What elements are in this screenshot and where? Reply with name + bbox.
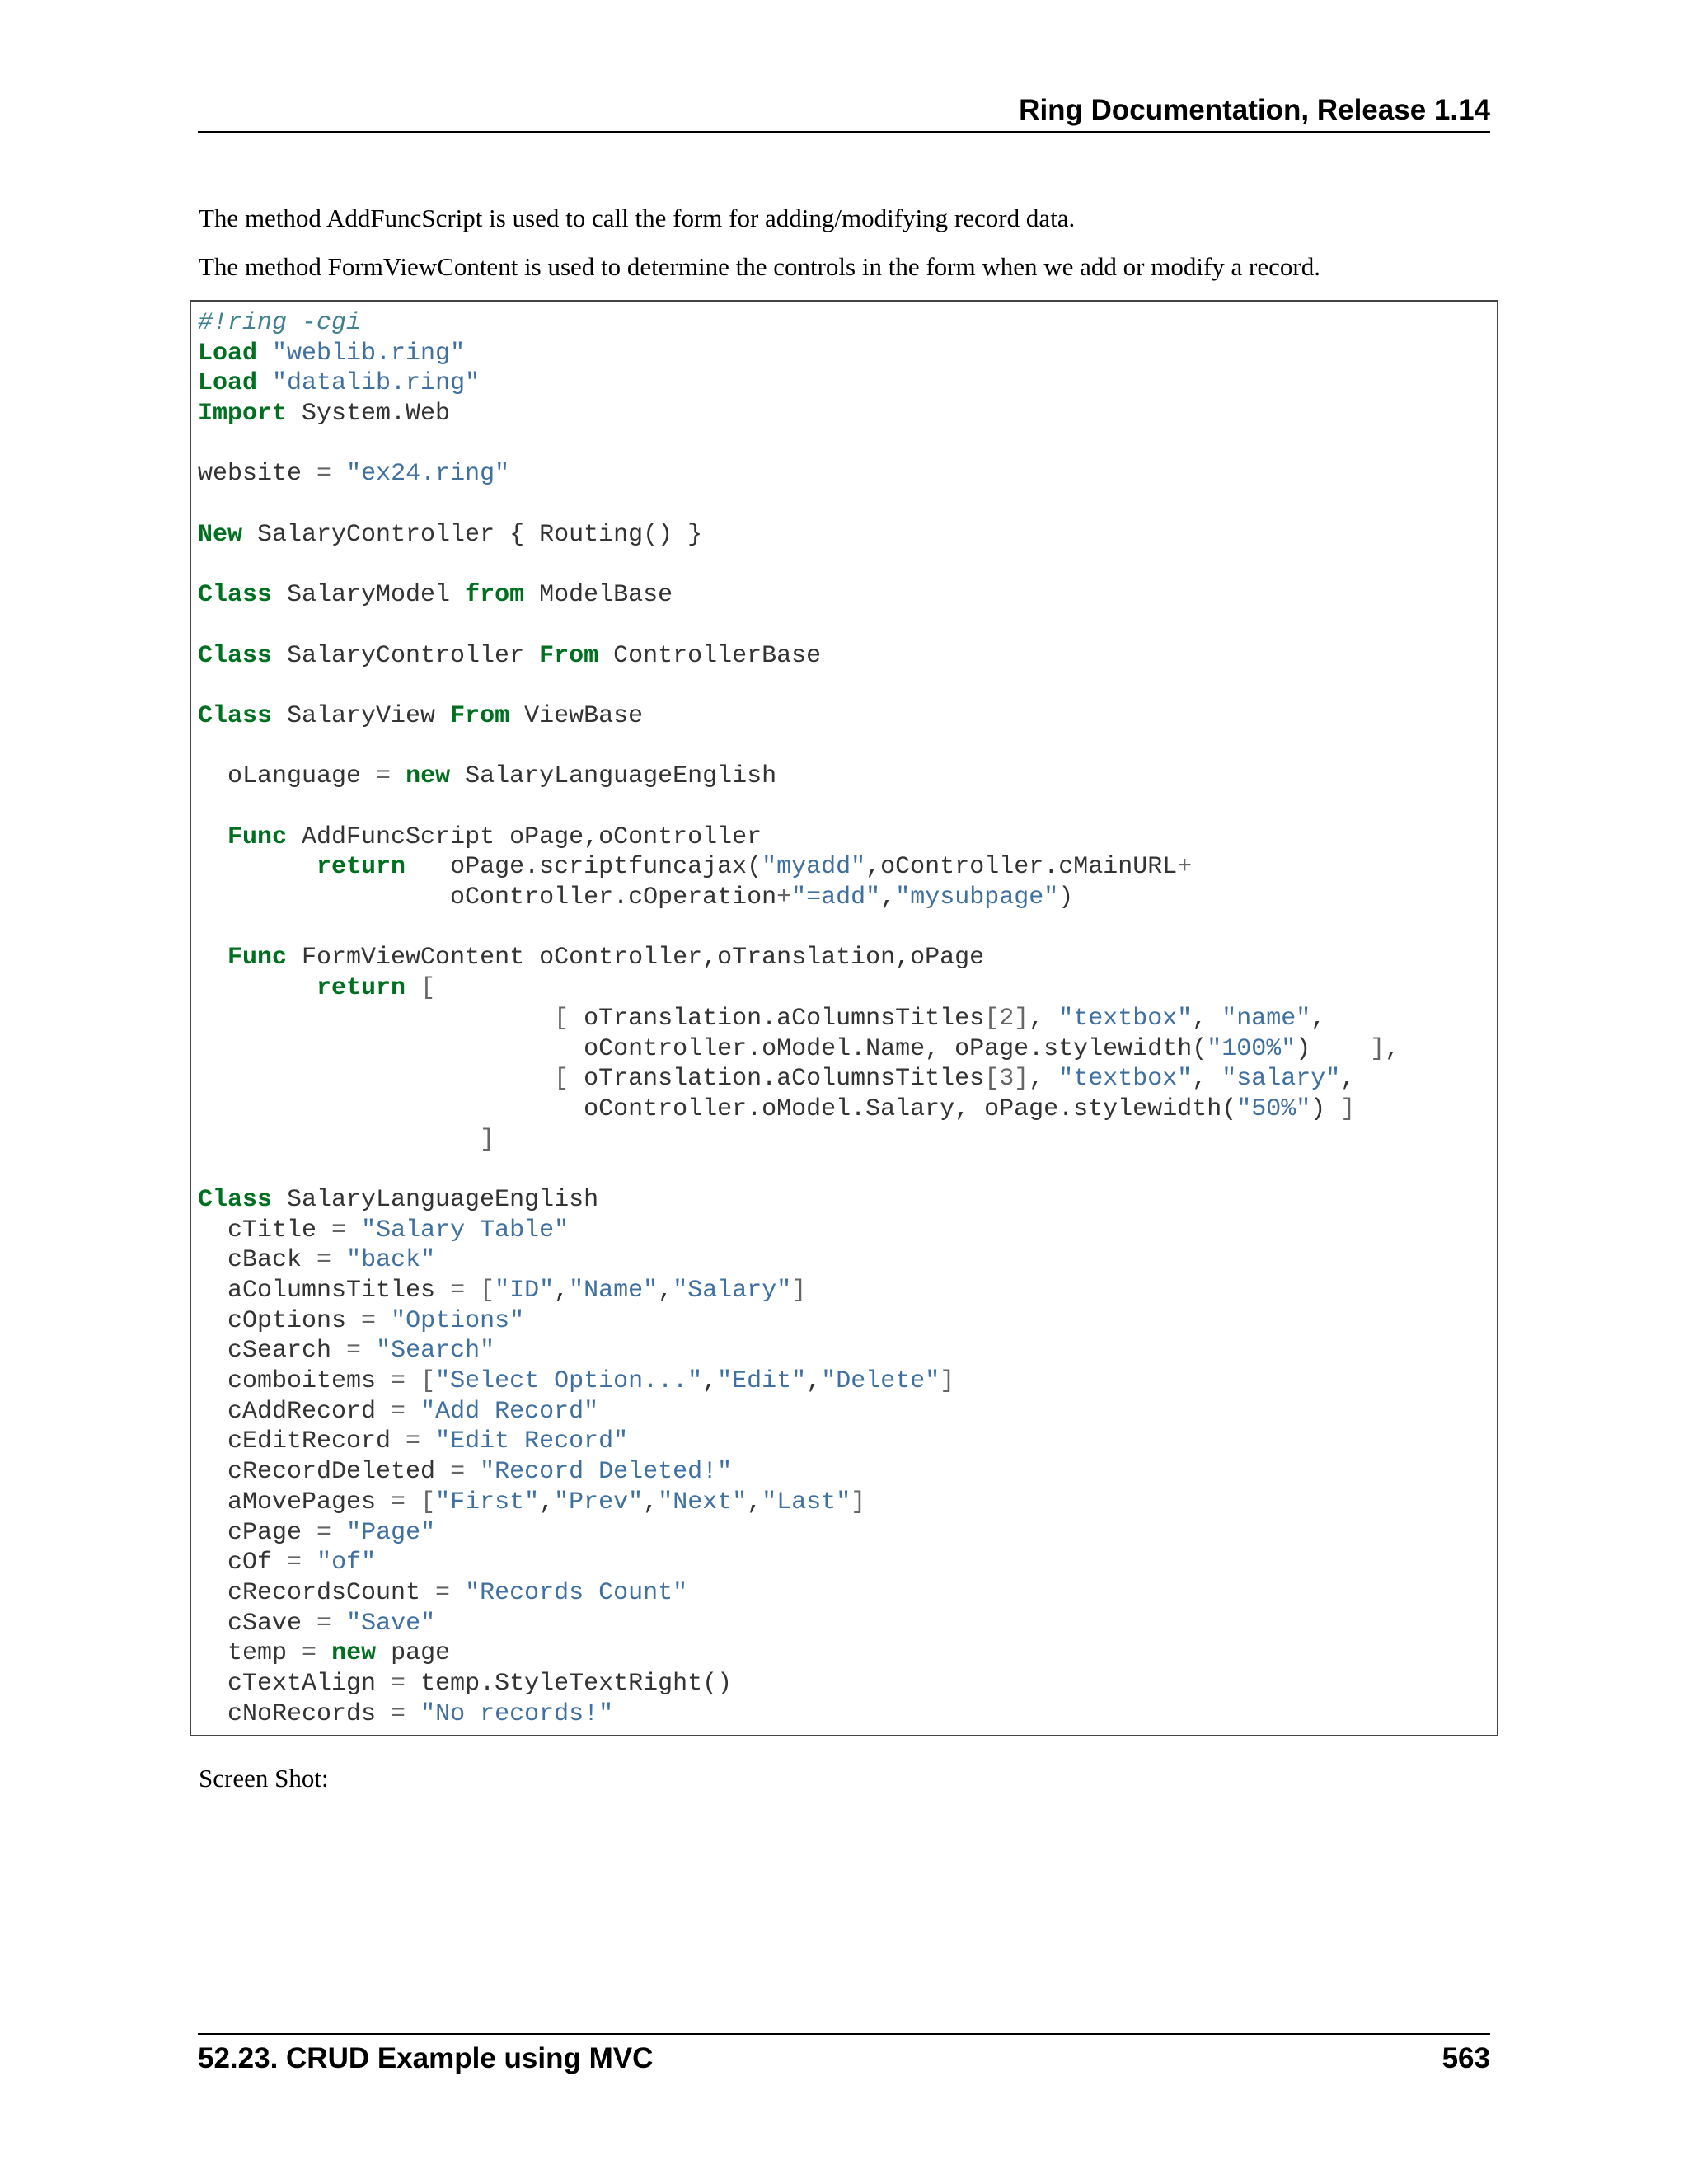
- code-token: [331, 1610, 346, 1638]
- code-line: [198, 1669, 1400, 1699]
- code-line: [198, 1064, 1400, 1094]
- code-line: [198, 1638, 1400, 1669]
- code-token: From: [539, 641, 599, 670]
- code-line: [198, 399, 1400, 429]
- code-token: [331, 460, 346, 488]
- code-token: [: [554, 1065, 570, 1094]
- code-token: "ex24.ring": [346, 460, 510, 489]
- code-token: =: [287, 1549, 302, 1577]
- code-token: "Record Deleted!": [480, 1458, 733, 1487]
- code-token: new: [331, 1639, 377, 1668]
- code-token: ,oController.cMainURL: [865, 853, 1178, 882]
- code-token: "No records!": [420, 1699, 614, 1728]
- code-token: [198, 944, 227, 972]
- code-token: [420, 1427, 435, 1455]
- code-line: [198, 1155, 1400, 1185]
- code-token: [302, 1549, 316, 1577]
- code-token: cOptions: [198, 1306, 362, 1335]
- code-token: "50%": [1236, 1094, 1311, 1123]
- code-line: [198, 1366, 1400, 1397]
- code-token: =: [391, 1397, 406, 1426]
- code-token: cEditRecord: [198, 1427, 406, 1456]
- code-token: "Page": [346, 1518, 436, 1547]
- code-line: [198, 852, 1400, 883]
- code-line: [198, 1245, 1400, 1276]
- code-token: "Last": [762, 1488, 851, 1516]
- code-line: [198, 762, 1400, 792]
- code-token: New: [198, 520, 243, 549]
- code-token: "mysubpage": [895, 883, 1059, 912]
- code-token: oController.oModel.Salary, oPage.stylewidth(: [198, 1094, 1237, 1123]
- code-token: =: [450, 1458, 466, 1487]
- code-token: ,: [554, 1277, 570, 1305]
- code-line: [198, 1457, 1400, 1488]
- code-token: aMovePages: [198, 1488, 392, 1516]
- code-token: oLanguage: [198, 762, 377, 791]
- code-token: "Name": [569, 1277, 659, 1305]
- code-line: [198, 1609, 1400, 1639]
- code-line: [198, 1578, 1400, 1609]
- code-token: "Add Record": [420, 1397, 599, 1426]
- code-line: [198, 1125, 1400, 1155]
- code-token: oTranslation.aColumnsTitles: [569, 1004, 985, 1033]
- code-token: "ID": [495, 1277, 555, 1305]
- code-token: ,: [643, 1488, 659, 1516]
- code-token: oController.cOperation: [198, 883, 777, 912]
- code-token: ]: [1370, 1034, 1386, 1063]
- code-line: [198, 943, 1400, 973]
- code-token: =: [435, 1578, 451, 1607]
- code-token: SalaryLanguageEnglish: [272, 1185, 599, 1214]
- code-token: ): [1311, 1094, 1341, 1123]
- code-line: [198, 1034, 1400, 1065]
- code-token: "Records Count": [465, 1578, 688, 1607]
- code-token: ]: [791, 1277, 807, 1305]
- code-token: +: [776, 883, 792, 912]
- code-token: "salary": [1221, 1065, 1341, 1094]
- code-line: [198, 1397, 1400, 1427]
- code-line: [198, 1004, 1400, 1034]
- code-token: "Search": [376, 1337, 495, 1366]
- code-token: [406, 974, 420, 1002]
- paragraph-formviewcontent: The method FormViewContent is used to determine the controls in the form when we add or modify a record.: [199, 252, 1320, 281]
- code-token: ): [1296, 1034, 1371, 1063]
- footer-page-number: 563: [1442, 2042, 1490, 2074]
- code-token: new: [406, 762, 451, 791]
- code-token: Func: [227, 823, 288, 851]
- code-token: [331, 1519, 346, 1547]
- code-token: From: [450, 701, 510, 730]
- footer-divider: [198, 2033, 1490, 2035]
- code-line: [198, 1216, 1400, 1246]
- code-token: [406, 1367, 420, 1395]
- code-token: #!ring -cgi: [198, 309, 362, 337]
- code-token: "datalib.ring": [272, 369, 481, 398]
- code-token: =: [316, 1246, 332, 1275]
- code-line: [198, 913, 1400, 944]
- code-token: ViewBase: [509, 701, 644, 730]
- code-line: [198, 1548, 1400, 1578]
- code-line: [198, 641, 1400, 672]
- paragraph-addfuncscript: The method AddFuncScript is used to call the form for adding/modifying record data.: [199, 204, 1076, 232]
- code-token: [406, 1398, 420, 1426]
- code-token: ]: [940, 1367, 955, 1396]
- code-token: AddFuncScript oPage,oController: [287, 823, 762, 851]
- code-token: return: [316, 974, 406, 1003]
- code-token: cSave: [198, 1609, 317, 1638]
- code-token: =: [391, 1488, 406, 1516]
- code-token: =: [316, 1609, 332, 1638]
- code-token: [3]: [984, 1065, 1029, 1094]
- code-line: [198, 429, 1400, 460]
- code-token: "Next": [658, 1488, 748, 1516]
- code-token: website: [198, 460, 317, 489]
- code-token: Class: [198, 1185, 273, 1214]
- code-line: [198, 611, 1400, 641]
- code-token: [376, 1307, 391, 1335]
- code-line: [198, 732, 1400, 762]
- footer-section-title: 52.23. CRUD Example using MVC: [198, 2042, 654, 2074]
- code-line: [198, 973, 1400, 1004]
- code-token: Func: [227, 944, 288, 972]
- code-line: [198, 1306, 1400, 1337]
- code-token: =: [361, 1306, 377, 1335]
- code-token: "back": [346, 1246, 436, 1275]
- code-token: [: [420, 1367, 436, 1396]
- code-token: =: [302, 1639, 317, 1668]
- code-token: [465, 1458, 480, 1486]
- code-token: "of": [316, 1549, 377, 1577]
- code-token: oPage.scriptfuncajax(: [406, 853, 762, 882]
- paragraph-screenshot-label: Screen Shot:: [199, 1764, 329, 1793]
- code-token: +: [1177, 853, 1193, 882]
- code-token: ,: [1385, 1034, 1400, 1063]
- code-line: [198, 792, 1400, 823]
- code-token: FormViewContent oController,oTranslation,oPage: [287, 944, 985, 972]
- code-token: =: [346, 1337, 362, 1366]
- code-token: [406, 1488, 420, 1516]
- code-token: cTextAlign: [198, 1669, 392, 1698]
- code-token: "Salary Table": [361, 1216, 570, 1244]
- code-line: [198, 580, 1400, 611]
- code-token: SalaryController { Routing() }: [242, 520, 703, 549]
- code-line: [198, 1488, 1400, 1518]
- code-token: oController.oModel.Name, oPage.stylewidth(: [198, 1034, 1207, 1063]
- code-token: ModelBase: [524, 581, 673, 610]
- code-token: ,: [1029, 1004, 1059, 1033]
- code-token: [: [420, 1488, 436, 1516]
- code-token: comboitems: [198, 1367, 392, 1396]
- code-token: [2]: [984, 1004, 1029, 1033]
- code-token: Import: [198, 400, 288, 429]
- code-line: [198, 1276, 1400, 1306]
- code-token: [198, 974, 316, 1002]
- code-token: ,: [747, 1488, 762, 1516]
- code-token: cNoRecords: [198, 1699, 392, 1728]
- code-line: [198, 1427, 1400, 1457]
- code-token: [198, 1065, 554, 1093]
- code-token: ,: [1311, 1004, 1326, 1033]
- code-line: [198, 1518, 1400, 1549]
- code-token: [316, 1639, 331, 1667]
- code-token: [198, 1005, 554, 1033]
- code-line: [198, 368, 1400, 399]
- code-token: "Edit Record": [435, 1427, 629, 1456]
- code-line: [198, 823, 1400, 853]
- code-line: [198, 551, 1400, 581]
- code-token: Class: [198, 581, 273, 610]
- code-token: "textbox": [1058, 1004, 1193, 1033]
- code-token: "Delete": [821, 1367, 940, 1396]
- code-token: "First": [435, 1488, 540, 1516]
- code-token: ,: [1340, 1065, 1356, 1094]
- code-token: [346, 1216, 361, 1244]
- code-token: ]: [1340, 1094, 1356, 1123]
- code-token: ]: [851, 1488, 866, 1516]
- code-token: "name": [1221, 1004, 1311, 1033]
- code-line: [198, 883, 1400, 913]
- code-token: ,: [880, 883, 896, 912]
- code-token: [198, 823, 227, 851]
- code-token: SalaryView: [272, 701, 451, 730]
- code-token: [406, 1700, 420, 1728]
- code-line: [198, 339, 1400, 369]
- code-token: ,: [1029, 1065, 1059, 1094]
- code-token: ,: [658, 1277, 673, 1305]
- code-token: SalaryController: [272, 641, 540, 670]
- code-token: Class: [198, 641, 273, 670]
- code-token: [: [480, 1277, 495, 1305]
- code-token: ): [1058, 883, 1074, 912]
- code-token: cAddRecord: [198, 1397, 392, 1426]
- code-token: from: [465, 581, 525, 610]
- code-token: cRecordDeleted: [198, 1458, 451, 1487]
- code-line: [198, 1699, 1400, 1730]
- code-token: =: [391, 1669, 406, 1698]
- code-token: [257, 369, 272, 397]
- code-token: ,: [702, 1367, 718, 1396]
- code-line: [198, 671, 1400, 701]
- code-token: =: [450, 1277, 466, 1305]
- code-line: [198, 459, 1400, 490]
- code-token: cPage: [198, 1518, 317, 1547]
- code-line: [198, 701, 1400, 732]
- code-token: =: [391, 1367, 406, 1396]
- code-token: ControllerBase: [598, 641, 822, 670]
- code-token: "textbox": [1058, 1065, 1193, 1094]
- code-token: cSearch: [198, 1337, 347, 1366]
- code-token: [331, 1246, 346, 1274]
- code-token: "Select Option...": [435, 1367, 703, 1396]
- code-token: SalaryLanguageEnglish: [450, 762, 777, 791]
- page-header-title: Ring Documentation, Release 1.14: [1019, 94, 1490, 126]
- code-token: ,: [539, 1488, 555, 1516]
- code-token: =: [316, 460, 332, 489]
- code-token: =: [376, 762, 392, 791]
- code-token: Class: [198, 701, 273, 730]
- code-token: [198, 1126, 480, 1154]
- code-token: [361, 1337, 376, 1365]
- code-token: Load: [198, 369, 258, 398]
- code-token: "Prev": [554, 1488, 644, 1516]
- code-line: [198, 490, 1400, 520]
- code-token: =: [316, 1518, 332, 1547]
- code-token: "Salary": [673, 1277, 792, 1305]
- code-token: "Edit": [717, 1367, 807, 1396]
- code-block: [198, 308, 1400, 1729]
- code-token: =: [331, 1216, 347, 1244]
- code-token: [: [554, 1004, 570, 1033]
- code-token: "=add": [791, 883, 881, 912]
- code-token: cBack: [198, 1246, 317, 1275]
- code-token: SalaryModel: [272, 581, 466, 610]
- code-token: page: [376, 1639, 451, 1668]
- code-token: "myadd": [762, 853, 866, 882]
- code-token: oTranslation.aColumnsTitles: [569, 1065, 985, 1094]
- code-token: cOf: [198, 1549, 288, 1577]
- code-token: ,: [1192, 1004, 1222, 1033]
- code-token: [450, 1579, 465, 1607]
- code-token: "100%": [1207, 1034, 1296, 1063]
- code-token: [198, 853, 316, 881]
- code-token: =: [391, 1699, 406, 1728]
- code-token: System.Web: [287, 400, 451, 429]
- code-token: temp.StyleTextRight(): [406, 1669, 733, 1698]
- code-line: [198, 308, 1400, 339]
- code-token: ]: [480, 1125, 495, 1154]
- code-token: =: [406, 1427, 421, 1456]
- code-token: "Save": [346, 1609, 436, 1638]
- code-token: Load: [198, 339, 258, 368]
- header-divider: [198, 131, 1490, 133]
- code-line: [198, 1185, 1400, 1216]
- code-token: ,: [806, 1367, 822, 1396]
- code-token: "weblib.ring": [272, 339, 466, 368]
- code-line: [198, 1094, 1400, 1125]
- code-token: cTitle: [198, 1216, 332, 1244]
- code-token: cRecordsCount: [198, 1578, 436, 1607]
- code-token: ,: [1192, 1065, 1222, 1094]
- code-line: [198, 520, 1400, 551]
- code-line: [198, 1336, 1400, 1366]
- code-token: [465, 1277, 480, 1305]
- code-token: aColumnsTitles: [198, 1277, 451, 1305]
- code-token: temp: [198, 1639, 302, 1668]
- code-token: [257, 340, 272, 368]
- code-token: "Options": [391, 1306, 525, 1335]
- code-token: [: [420, 974, 436, 1003]
- code-token: return: [316, 853, 406, 882]
- code-token: [391, 762, 406, 790]
